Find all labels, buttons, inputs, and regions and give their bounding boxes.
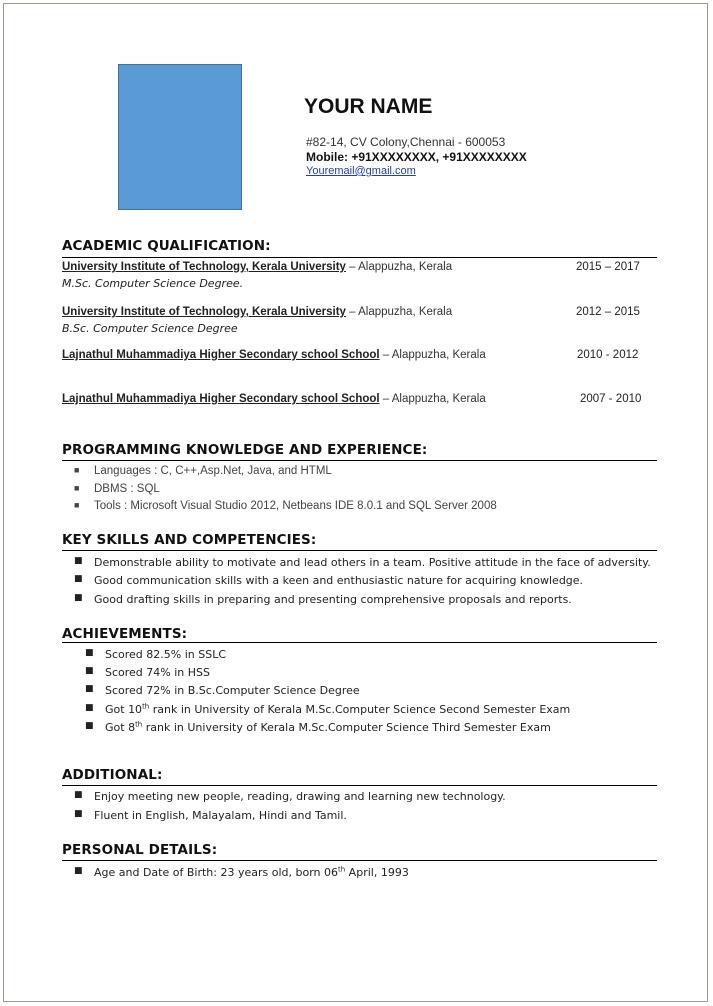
section-divider <box>62 460 657 461</box>
section-divider <box>62 860 657 861</box>
list-item: ■ Languages : C, C++,Asp.Net, Java, and HTML <box>74 465 332 477</box>
list-item: ■ Scored 82.5% in SSLC <box>85 648 227 661</box>
list-item: ■ Demonstrable ability to motivate and lead others in a team. Positive attitude in the face of adversity. <box>74 556 651 569</box>
section-title-achievements: ACHIEVEMENTS: <box>62 626 188 642</box>
list-item: ■ Got 8th rank in University of Kerala M.Sc.Computer Science Third Semester Exam <box>85 720 551 734</box>
edu-institution <box>62 393 486 405</box>
list-item: ■ Fluent in English, Malayalam, Hindi and Tamil. <box>74 809 347 822</box>
bullet-icon: ■ <box>74 574 83 584</box>
list-item: ■ DBMS : SQL <box>74 483 160 495</box>
list-item: ■ Scored 74% in HSS <box>85 666 210 679</box>
edu-institution-name: Lajnathul Muhammadiya Higher Secondary school School <box>62 349 380 361</box>
edu-years: 2012 – 2015 <box>576 306 640 318</box>
list-item: ■ Got 10th rank in University of Kerala M.Sc.Computer Science Second Semester Exam <box>85 702 571 716</box>
section-title-skills: KEY SKILLS AND COMPETENCIES: <box>62 532 317 548</box>
email-link[interactable]: Youremail@gmail.com <box>306 165 416 177</box>
bullet-icon: ■ <box>74 465 80 475</box>
edu-institution-name: University Institute of Technology, Kerala University <box>62 306 346 318</box>
list-item: ■ Good drafting skills in preparing and presenting comprehensive proposals and reports. <box>74 593 572 606</box>
list-item: ■ Good communication skills with a keen and enthusiastic nature for acquiring knowledge. <box>74 574 584 587</box>
bullet-icon: ■ <box>74 556 83 566</box>
list-item: ■ Age and Date of Birth: 23 years old, born 06th April, 1993 <box>74 865 409 879</box>
section-divider <box>62 642 657 643</box>
list-item: ■ Enjoy meeting new people, reading, drawing and learning new technology. <box>74 790 506 803</box>
mobile-number: Mobile: +91XXXXXXXX, +91XXXXXXXX <box>306 150 527 164</box>
bullet-icon: ■ <box>85 703 94 713</box>
edu-institution-name: Lajnathul Muhammadiya Higher Secondary school School <box>62 393 380 405</box>
bullet-icon: ■ <box>85 721 94 731</box>
edu-location: – Alappuzha, Kerala <box>345 261 453 273</box>
list-item: ■ Tools : Microsoft Visual Studio 2012, Netbeans IDE 8.0.1 and SQL Server 2008 <box>74 500 497 512</box>
bullet-icon: ■ <box>74 866 83 876</box>
section-title-programming: PROGRAMMING KNOWLEDGE AND EXPERIENCE: <box>62 442 428 458</box>
section-divider <box>62 257 657 258</box>
edu-location: – Alappuzha, Kerala <box>345 306 453 318</box>
section-divider <box>62 550 657 551</box>
bullet-icon: ■ <box>74 593 83 603</box>
edu-location: – Alappuzha, Kerala <box>379 393 486 405</box>
candidate-name: YOUR NAME <box>304 95 433 118</box>
bullet-icon: ■ <box>74 500 80 510</box>
section-title-additional: ADDITIONAL: <box>62 767 163 783</box>
edu-degree: M.Sc. Computer Science Degree. <box>62 277 244 290</box>
list-item: ■ Scored 72% in B.Sc.Computer Science Degree <box>85 684 360 697</box>
edu-years: 2007 - 2010 <box>580 393 642 405</box>
bullet-icon: ■ <box>74 483 80 493</box>
edu-location: – Alappuzha, Kerala <box>379 349 486 361</box>
edu-institution-name: University Institute of Technology, Kerala University <box>62 261 346 273</box>
edu-institution <box>62 349 486 361</box>
bullet-icon: ■ <box>85 648 94 658</box>
bullet-icon: ■ <box>74 790 83 800</box>
address: #82-14, CV Colony,Chennai - 600053 <box>306 135 506 149</box>
bullet-icon: ■ <box>85 684 94 694</box>
edu-years: 2010 - 2012 <box>577 349 639 361</box>
bullet-icon: ■ <box>74 809 83 819</box>
profile-photo-placeholder <box>118 64 242 210</box>
bullet-icon: ■ <box>85 666 94 676</box>
section-title-academic: ACADEMIC QUALIFICATION: <box>62 238 271 254</box>
edu-degree: B.Sc. Computer Science Degree <box>62 322 238 335</box>
edu-years: 2015 – 2017 <box>576 261 640 273</box>
edu-institution <box>62 261 452 273</box>
edu-institution <box>62 306 452 318</box>
section-divider <box>62 785 657 786</box>
section-title-personal: PERSONAL DETAILS: <box>62 842 218 858</box>
